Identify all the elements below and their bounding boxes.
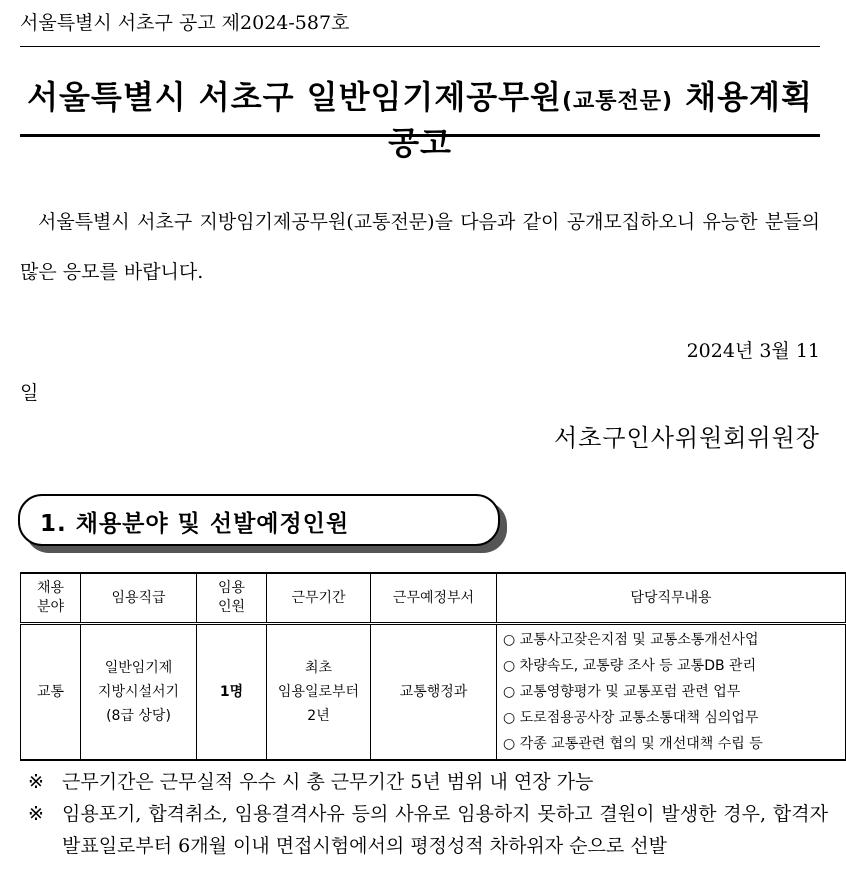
section-heading-box	[18, 494, 500, 546]
cell-count: 1명	[197, 624, 267, 761]
cell-dept: 교통행정과	[371, 624, 497, 761]
duty-item: ○ 차량속도, 교통량 조사 등 교통DB 관리	[503, 658, 757, 674]
cell-period: 최초 임용일로부터 2년	[267, 624, 371, 761]
header-field: 채용 분야	[21, 573, 81, 624]
notes	[28, 766, 828, 862]
title-paren: (교통전문)	[561, 89, 674, 114]
duty-item: ○ 교통영향평가 및 교통포럼 관련 업무	[503, 684, 741, 700]
duty-item: ○ 교통사고잦은지점 및 교통소통개선사업	[503, 632, 759, 648]
header-period: 근무기간	[267, 573, 371, 624]
section-heading: 1. 채용분야 및 선발예정인원	[40, 511, 350, 537]
note-item	[28, 798, 828, 862]
note-text: 임용포기, 합격취소, 임용결격사유 등의 사유로 임용하지 못하고 결원이 발생한 경우, 합격자 발표일로부터 6개월 이내 면접시험에서의 평정성적 차하위자 순으로 선발	[62, 803, 828, 857]
notice-date-tail: 일	[20, 382, 39, 404]
table-row	[21, 624, 846, 761]
note-text: 근무기간은 근무실적 우수 시 총 근무기간 5년 범위 내 연장 가능	[62, 771, 594, 793]
header-dept: 근무예정부서	[371, 573, 497, 624]
cell-duties	[497, 624, 846, 761]
note-mark: ※	[28, 803, 44, 825]
note-item	[28, 766, 828, 798]
intro-paragraph: 서울특별시 서초구 지방임기제공무원(교통전문)을 다음과 같이 공개모집하오니 유능한 분들의 많은 응모를 바랍니다.	[20, 211, 820, 283]
title-main: 서울특별시 서초구 일반임기제공무원	[27, 78, 562, 116]
document-title	[20, 72, 820, 164]
recruitment-table	[20, 572, 846, 761]
duty-item: ○ 도로점용공사장 교통소통대책 심의업무	[503, 710, 759, 726]
header-divider	[20, 46, 820, 47]
signer: 서초구인사위원회위원장	[553, 424, 820, 452]
title-tail: 채용계획 공고	[388, 78, 813, 162]
table-header-row	[21, 573, 846, 624]
duty-item: ○ 각종 교통관련 협의 및 개선대책 수립 등	[503, 736, 763, 752]
header-duties: 담당직무내용	[497, 573, 846, 624]
note-mark: ※	[28, 771, 44, 793]
notice-number: 서울특별시 서초구 공고 제2024-587호	[20, 12, 350, 34]
notice-date: 2024년 3월 11	[686, 340, 820, 362]
header-grade: 임용직급	[81, 573, 197, 624]
cell-grade: 일반임기제 지방시설서기 (8급 상당)	[81, 624, 197, 761]
title-divider	[20, 134, 820, 137]
header-count: 임용 인원	[197, 573, 267, 624]
cell-field: 교통	[21, 624, 81, 761]
